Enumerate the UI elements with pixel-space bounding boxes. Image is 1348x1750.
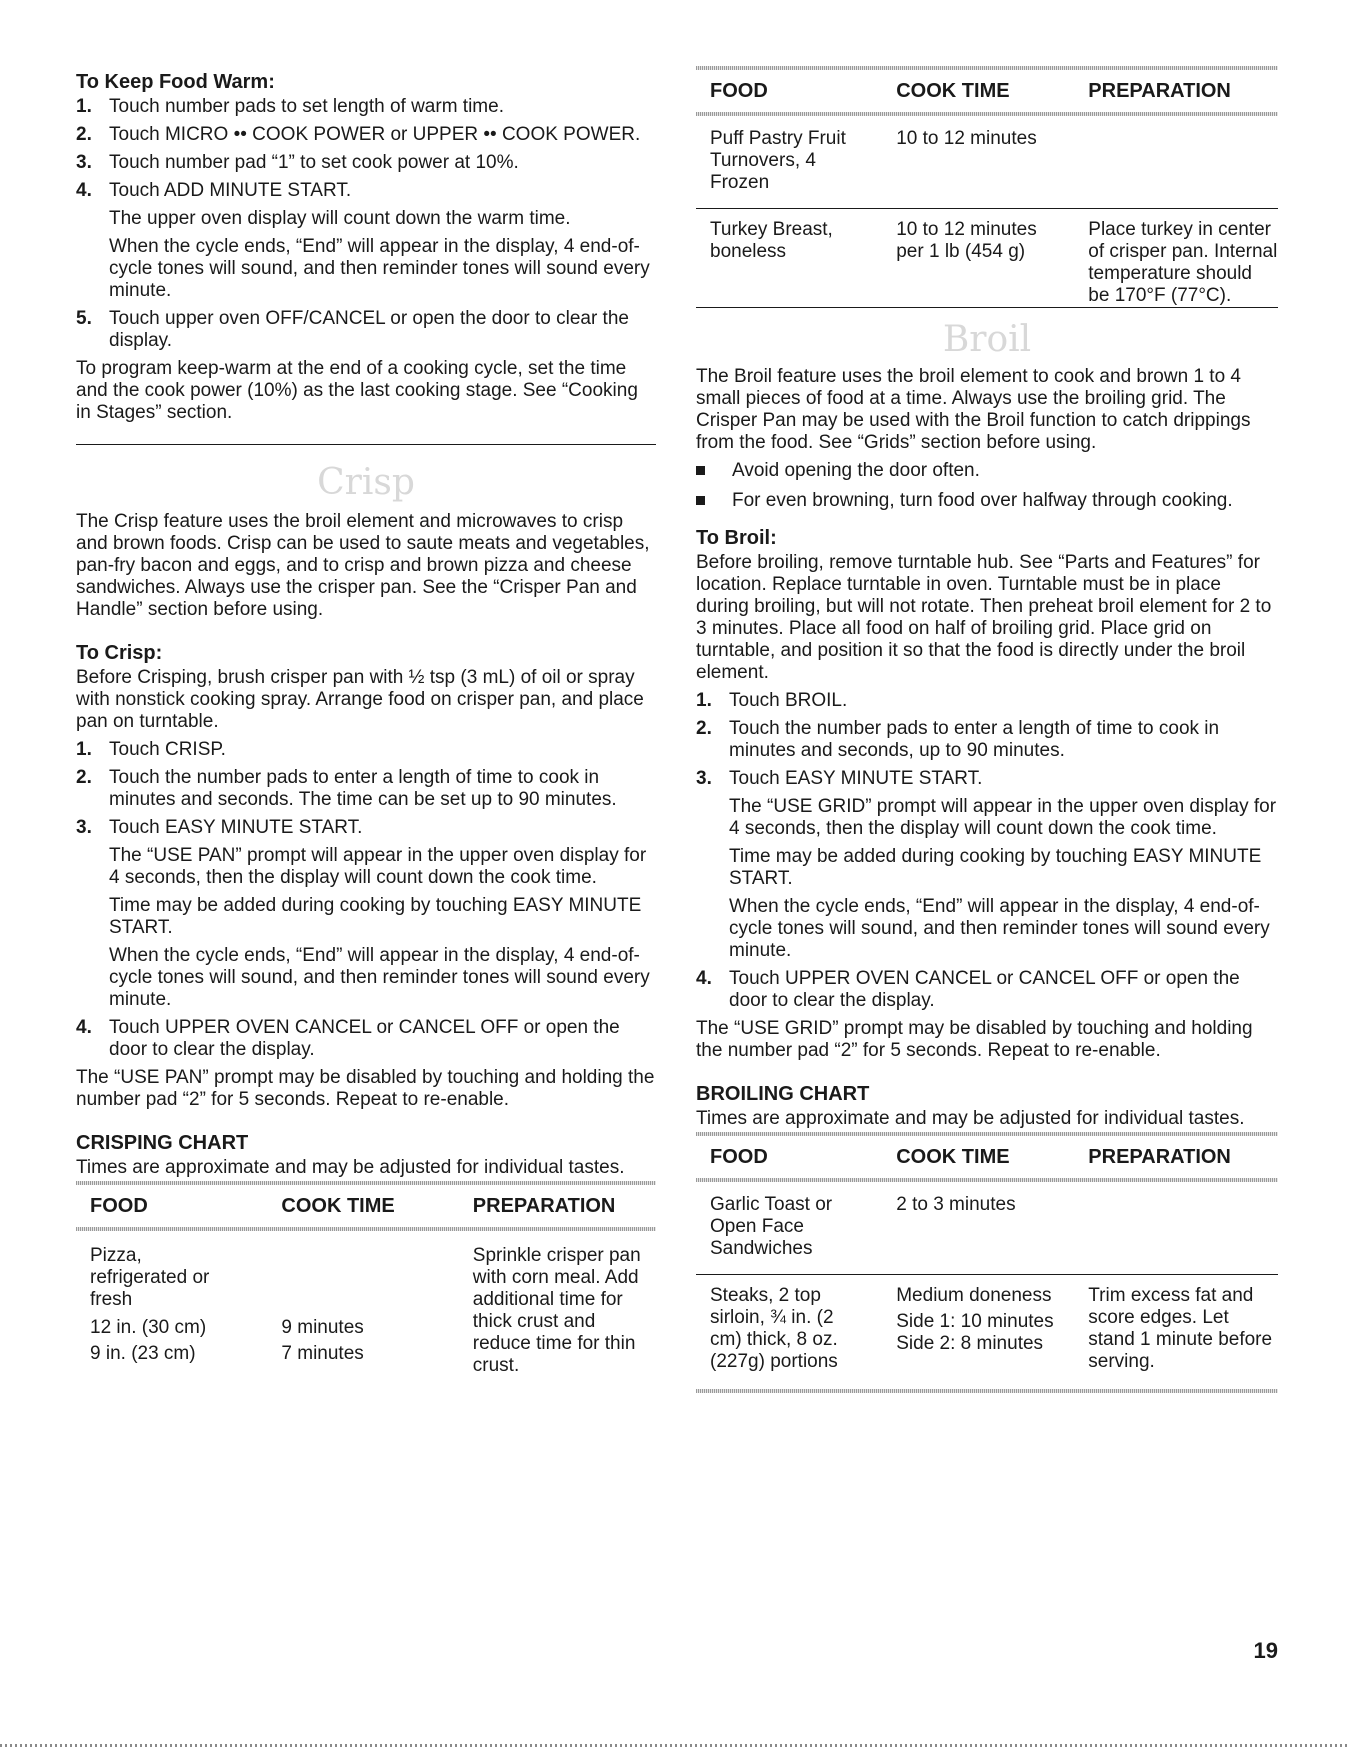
table-bottom-border [696,1389,1278,1393]
broiling-chart-subtitle: Times are approximate and may be adjusted for individual tastes. [696,1108,1245,1129]
to-broil-heading: To Broil: [696,527,777,549]
crisping-chart-subtitle: Times are approximate and may be adjusted for individual tastes. [76,1157,625,1178]
keep-warm-note: To program keep-warm at the end of a cooking cycle, set the time and the cook power (10%) as the last cooking stage. See “Cooking in Stages” section. [76,358,638,423]
step-detail: When the cycle ends, “End” will appear in the display, 4 end-of-cycle tones will sound, and then reminder tones will sound every minute. [109,236,650,301]
list-item: 1. Touch BROIL. [696,690,848,711]
table-cell: Puff Pastry Fruit Turnovers, 4 Frozen [710,128,846,193]
keep-warm-heading: To Keep Food Warm: [76,71,275,93]
table-cell: 9 minutes 7 minutes [281,1317,364,1364]
keep-warm-steps [76,96,656,352]
table-cell: 2 to 3 minutes [896,1194,1016,1215]
broiling-chart-table [696,1136,1278,1389]
section-divider [76,444,656,445]
column-header: PREPARATION [1088,80,1231,102]
broiling-chart-title: BROILING CHART [696,1083,870,1105]
list-item: 3. Touch EASY MINUTE START. The “USE GRID” prompt will appear in the upper oven display for 4 seconds, then the display will count down the cook time. Time may be added during cooking by touching EASY MINUTE START. When the cycle ends, “End” will appear in the display, 4 end-of-cycle tones will sound, and then reminder tones will sound every minute. [696,768,1277,961]
column-header: FOOD [90,1195,148,1217]
table-row [696,1275,1278,1389]
column-header: FOOD [710,80,768,102]
table-row [76,1231,656,1377]
broil-steps [696,690,1278,1012]
table-cell: 10 to 12 minutes [896,128,1037,149]
list-item: Avoid opening the door often. [696,460,1278,482]
list-item: 1. Touch CRISP. [76,739,226,760]
crisp-section-title: Crisp [317,462,415,503]
broil-before-text: Before broiling, remove turntable hub. See “Parts and Features” for location. Replace turntable in oven. Turntable must be in place during broiling, but will not rotate. Then preheat broil element for 2 to 3 minutes. Place all food on half of broiling grid. Place grid on turntable, and position it so that the food is directly under the broil element. [696,552,1272,683]
table-row [696,116,1278,208]
step-detail: Time may be added during cooking by touching EASY MINUTE START. [729,846,1262,889]
step-detail: When the cycle ends, “End” will appear in the display, 4 end-of-cycle tones will sound, and then reminder tones will sound every minute. [109,945,650,1010]
list-item: 3. Touch EASY MINUTE START. The “USE PAN” prompt will appear in the upper oven display for 4 seconds, then the display will count down the cook time. Time may be added during cooking by touching EASY MINUTE START. When the cycle ends, “End” will appear in the display, 4 end-of-cycle tones will sound, and then reminder tones will sound every minute. [76,817,656,1011]
list-item: 4. Touch ADD MINUTE START. The upper oven display will count down the warm time. When the cycle ends, “End” will appear in the display, 4 end-of-cycle tones will sound, and then reminder tones will sound every minute. [76,180,656,302]
broil-tips [696,460,1278,512]
to-crisp-heading: To Crisp: [76,642,163,664]
list-item: 4. Touch UPPER OVEN CANCEL or CANCEL OFF or open the door to clear the display. [76,1017,620,1060]
crisp-intro: The Crisp feature uses the broil element and microwaves to crisp and brown foods. Crisp can be used to saute meats and vegetables, pan-fry bacon and eggs, and to crisp and brown pizza and cheese sandwiches. Always use the crisper pan. See the “Crisper Pan and Handle” section before using. [76,511,650,620]
bullet-icon [696,466,705,475]
column-header: PREPARATION [472,1195,616,1217]
table-cell [1074,1182,1278,1274]
table-cell: Trim excess fat and score edges. Let stand 1 minute before serving. [1088,1285,1273,1372]
column-header: COOK TIME [281,1195,395,1217]
table-cell [1074,116,1278,208]
table-cell: Sprinkle crisper pan with corn meal. Add additional time for thick crust and reduce time for thin crust. [472,1245,641,1376]
table-cell: 10 to 12 minutes per 1 lb (454 g) [896,219,1037,262]
step-detail: Time may be added during cooking by touching EASY MINUTE START. [109,895,642,938]
column-header: COOK TIME [896,1146,1010,1168]
table-row [696,1182,1278,1274]
table-cell: Medium doneness Side 1: 10 minutes Side 2: 8 minutes [896,1285,1054,1354]
left-column [76,0,656,1377]
bullet-icon [696,496,705,505]
crisping-chart-table [76,1185,656,1377]
crisping-chart-title: CRISPING CHART [76,1132,249,1154]
table-row [696,209,1278,307]
table-cell: Place turkey in center of crisper pan. Internal temperature should be 170°F (77°C). [1088,219,1278,306]
crisping-chart-continued-table [696,70,1278,307]
list-item: 2. Touch the number pads to enter a length of time to cook in minutes and seconds, up to 90 minutes. [696,718,1220,761]
step-detail: The “USE GRID” prompt will appear in the upper oven display for 4 seconds, then the display will count down the cook time. [729,796,1277,839]
page-bottom-edge [0,1744,1348,1747]
broil-intro: The Broil feature uses the broil element to cook and brown 1 to 4 small pieces of food at a time. Always use the broiling grid. The Crisper Pan may be used with the Broil function to catch drippings from the food. See “Grids” section before using. [696,366,1251,453]
crisp-before-text: Before Crisping, brush crisper pan with ½ tsp (3 mL) of oil or spray with nonstick cooking spray. Arrange food on crisper pan, and place pan on turntable. [76,667,644,732]
list-item: 1. Touch number pads to set length of warm time. [76,96,504,117]
column-header: PREPARATION [1088,1146,1231,1168]
page-number: 19 [1253,1638,1278,1663]
column-header: FOOD [710,1146,768,1168]
list-item: For even browning, turn food over halfway through cooking. [696,490,1278,512]
table-cell: Pizza, refrigerated or fresh 12 in. (30 cm) 9 in. (23 cm) [90,1245,210,1364]
list-item: 2. Touch MICRO •• COOK POWER or UPPER •• COOK POWER. [76,124,641,145]
step-detail: The upper oven display will count down the warm time. [109,208,571,229]
broil-note: The “USE GRID” prompt may be disabled by touching and holding the number pad “2” for 5 seconds. Repeat to re-enable. [696,1018,1253,1061]
column-header: COOK TIME [896,80,1010,102]
step-detail: When the cycle ends, “End” will appear in the display, 4 end-of-cycle tones will sound, and then reminder tones will sound every minute. [729,896,1270,961]
section-divider [696,307,1278,308]
crisp-note: The “USE PAN” prompt may be disabled by touching and holding the number pad “2” for 5 seconds. Repeat to re-enable. [76,1067,655,1110]
table-cell: Turkey Breast, boneless [710,219,833,262]
broil-section-title: Broil [942,319,1032,360]
list-item: 3. Touch number pad “1” to set cook power at 10%. [76,152,519,173]
step-detail: The “USE PAN” prompt will appear in the upper oven display for 4 seconds, then the display will count down the cook time. [109,845,647,888]
table-cell: Steaks, 2 top sirloin, ¾ in. (2 cm) thick, 8 oz. (227g) portions [710,1285,838,1372]
crisp-steps [76,739,656,1061]
list-item: 2. Touch the number pads to enter a length of time to cook in minutes and seconds. The time can be set up to 90 minutes. [76,767,617,810]
list-item: 4. Touch UPPER OVEN CANCEL or CANCEL OFF or open the door to clear the display. [696,968,1240,1011]
table-cell: Garlic Toast or Open Face Sandwiches [710,1194,833,1259]
right-column [696,0,1278,1393]
list-item: 5. Touch upper oven OFF/CANCEL or open the door to clear the display. [76,308,629,351]
